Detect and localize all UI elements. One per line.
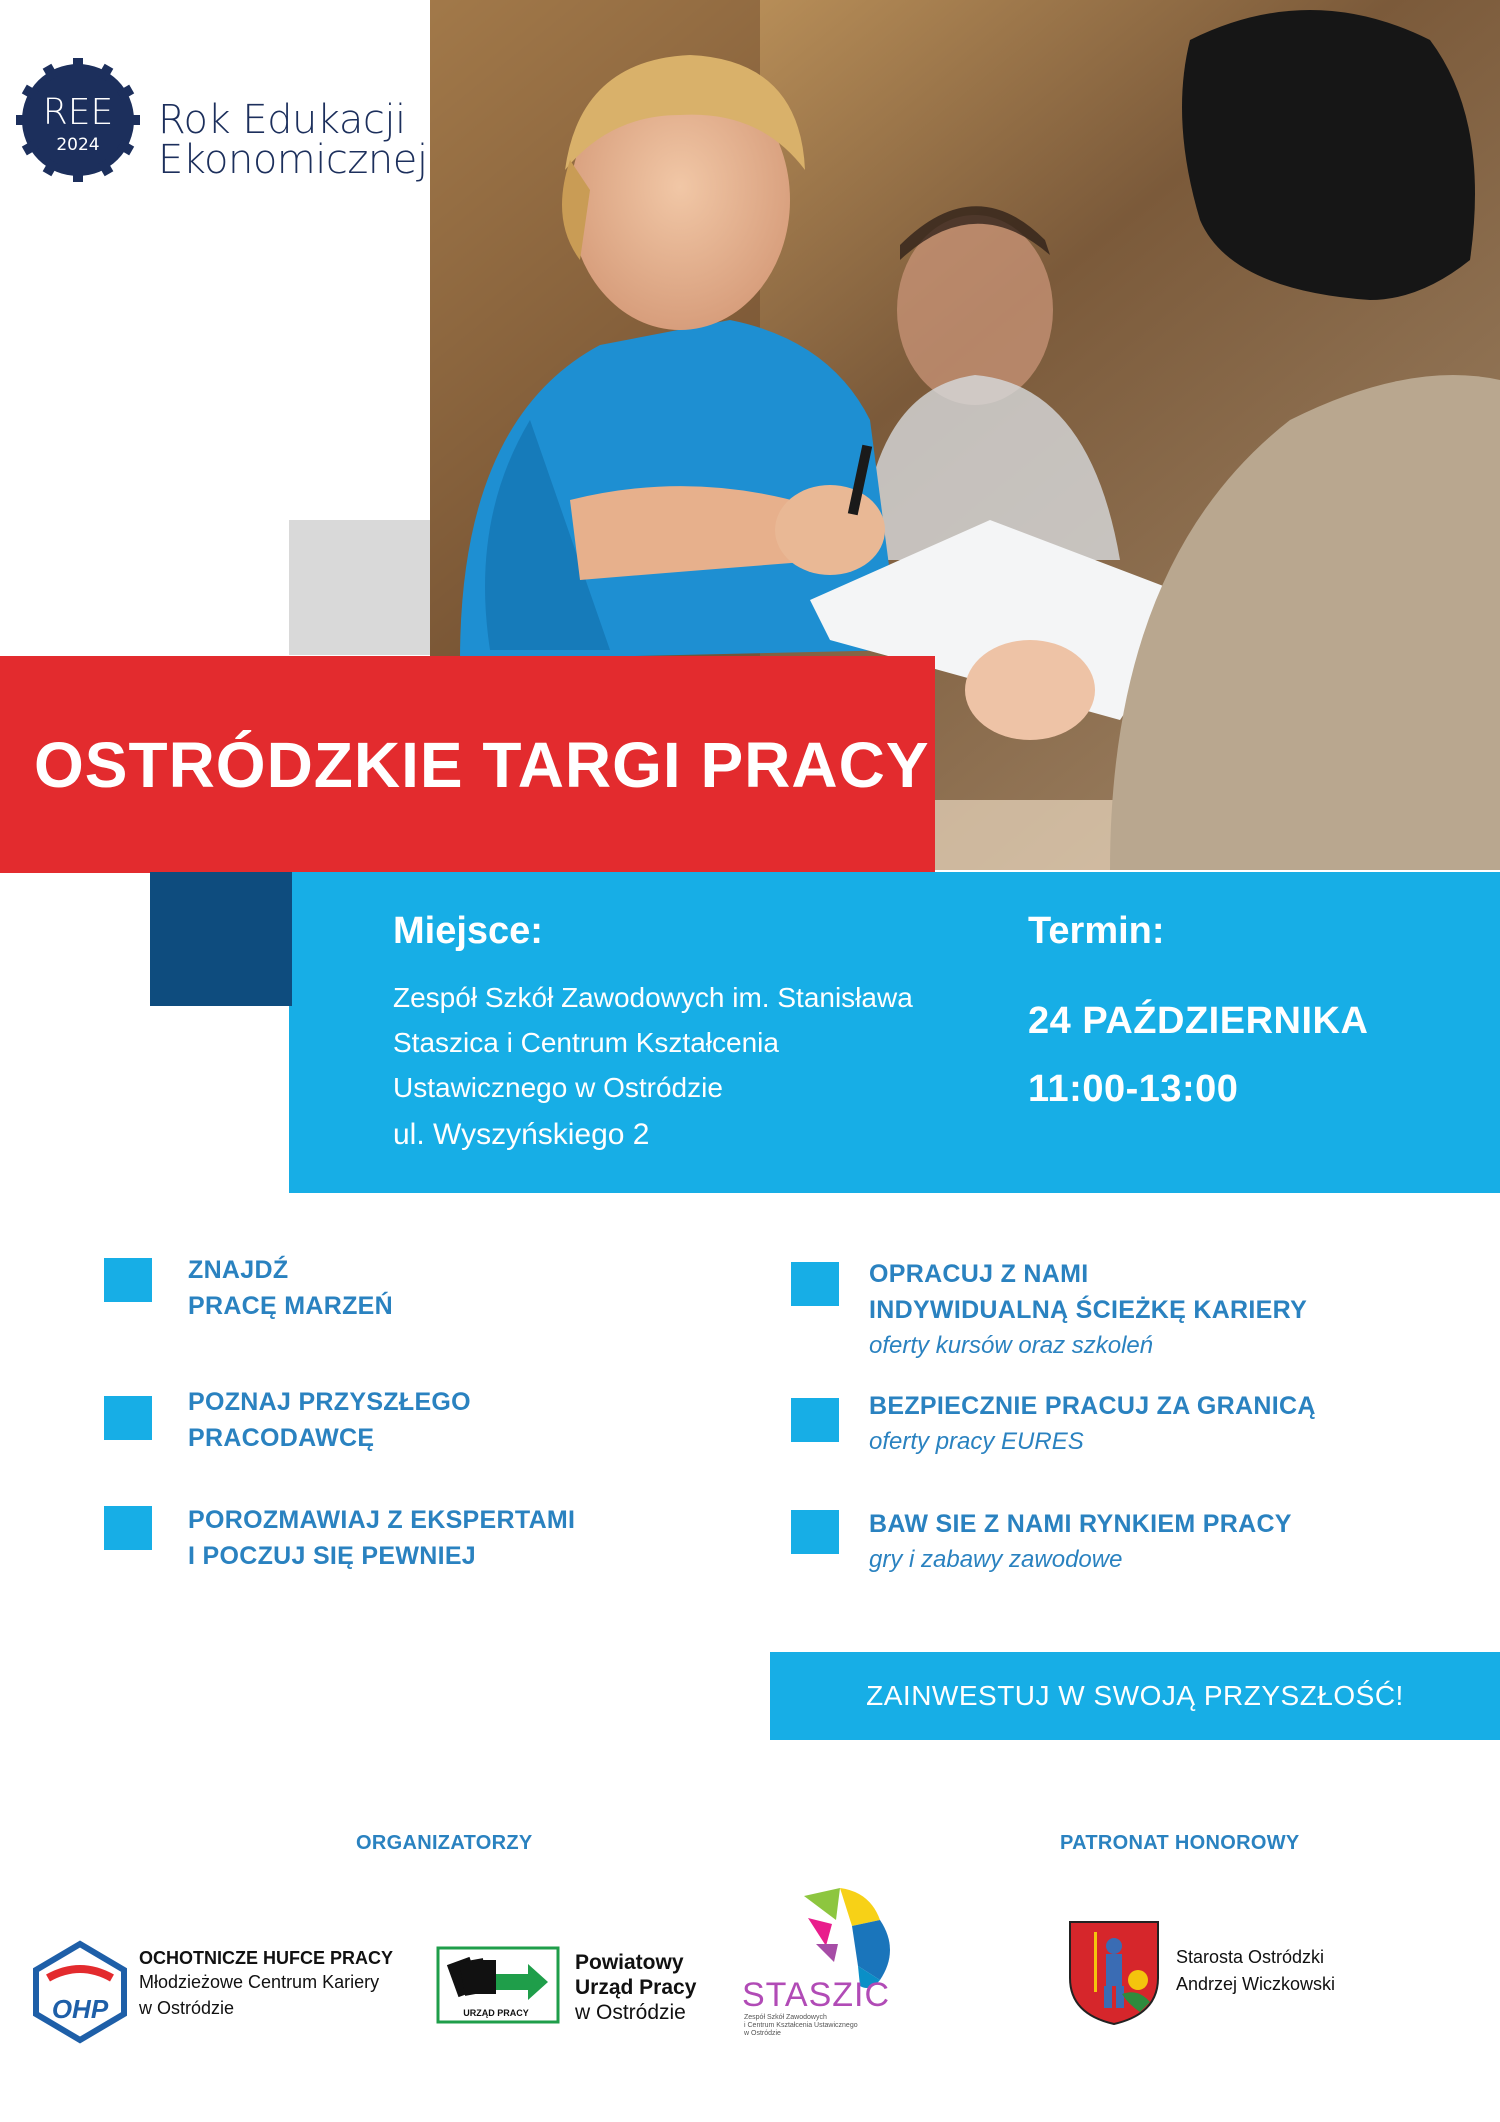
ree-badge-text: REE — [42, 92, 114, 133]
ohp-text — [139, 1948, 393, 2021]
place-address — [393, 975, 913, 1157]
staszic-sub-line: w Ostródzie — [744, 2030, 781, 2037]
feature-item — [188, 1384, 471, 1456]
coat-of-arms-icon — [1066, 1918, 1162, 2028]
place-line: Staszica i Centrum Kształcenia — [393, 1027, 779, 1058]
pup-line: Powiatowy — [575, 1951, 684, 1974]
organizers-heading: ORGANIZATORZY — [356, 1832, 533, 1854]
patron-text — [1176, 1944, 1335, 1998]
pup-text — [575, 1950, 696, 2025]
pup-badge-text: URZĄD PRACY — [463, 2008, 529, 2018]
staszic-sub-line: i Centrum Kształcenia Ustawicznego — [744, 2022, 858, 2029]
place-street: ul. Wyszyńskiego 2 — [393, 1118, 650, 1151]
term-time: 11:00-13:00 — [1028, 1068, 1239, 1110]
feature-item — [869, 1388, 1316, 1460]
feature-title: PRACODAWCĘ — [188, 1424, 375, 1452]
staszic-name: STASZIC — [742, 1976, 891, 2014]
ohp-name: OCHOTNICZE HUFCE PRACY — [139, 1948, 394, 1968]
title-band — [0, 656, 935, 873]
bullet-square — [791, 1398, 839, 1442]
patron-name: Andrzej Wiczkowski — [1176, 1974, 1336, 1994]
bullet-square — [104, 1396, 152, 1440]
staszic-logo — [740, 1880, 910, 2040]
bullet-square — [104, 1506, 152, 1550]
bullet-square — [791, 1262, 839, 1306]
page-title: OSTRÓDZKIE TARGI PRACY — [34, 728, 930, 801]
bullet-square — [791, 1510, 839, 1554]
ree-badge-year: 2024 — [56, 135, 100, 155]
term-label: Termin: — [1028, 910, 1165, 952]
ree-logo-line1: Rok Edukacji — [158, 97, 406, 143]
patron-heading: PATRONAT HONOROWY — [1060, 1832, 1300, 1854]
ohp-logo — [28, 1940, 132, 2044]
pup-line: Urząd Pracy — [575, 1976, 697, 1999]
ree-2024-logo — [14, 56, 142, 184]
feature-title: BEZPIECZNIE PRACUJ ZA GRANICĄ — [869, 1392, 1316, 1420]
staszic-sub-line: Zespół Szkół Zawodowych — [744, 2014, 827, 2021]
feature-item — [188, 1502, 575, 1574]
decor-gray-square — [289, 520, 430, 655]
feature-title: ZNAJDŹ — [188, 1256, 289, 1284]
feature-title: PRACĘ MARZEŃ — [188, 1292, 393, 1320]
bullet-square — [104, 1258, 152, 1302]
cta-banner: ZAINWESTUJ W SWOJĄ PRZYSZŁOŚĆ! — [770, 1652, 1500, 1740]
feature-item — [869, 1506, 1292, 1578]
decor-navy-square — [150, 872, 292, 1006]
place-line: Ustawicznego w Ostródzie — [393, 1072, 723, 1103]
ohp-unit: Młodzieżowe Centrum Kariery — [139, 1972, 380, 1992]
pup-logo — [436, 1946, 560, 2024]
pup-line: w Ostródzie — [575, 2001, 686, 2024]
place-label: Miejsce: — [393, 910, 543, 952]
staszic-subtext — [744, 2014, 858, 2038]
feature-title: POZNAJ PRZYSZŁEGO — [188, 1388, 471, 1416]
feature-title: INDYWIDUALNĄ ŚCIEŻKĘ KARIERY — [869, 1296, 1308, 1324]
feature-title: I POCZUJ SIĘ PEWNIEJ — [188, 1542, 477, 1570]
feature-title: BAW SIE Z NAMI RYNKIEM PRACY — [869, 1510, 1292, 1538]
feature-title: OPRACUJ Z NAMI — [869, 1260, 1089, 1288]
ohp-badge-text: OHP — [51, 1994, 109, 2024]
feature-title: POROZMAWIAJ Z EKSPERTAMI — [188, 1506, 576, 1534]
ree-logo-line2: Ekonomicznej — [158, 137, 428, 183]
term-date: 24 PAŹDZIERNIKA — [1028, 1000, 1369, 1042]
ohp-city: w Ostródzie — [139, 1998, 235, 2018]
feature-subtitle: oferty pracy EURES — [869, 1428, 1084, 1455]
feature-item — [869, 1256, 1307, 1364]
place-line: Zespół Szkół Zawodowych im. Stanisława — [393, 982, 913, 1013]
feature-subtitle: gry i zabawy zawodowe — [869, 1546, 1123, 1573]
feature-subtitle: oferty kursów oraz szkoleń — [869, 1332, 1154, 1359]
patron-title: Starosta Ostródzki — [1176, 1947, 1325, 1967]
feature-item — [188, 1252, 393, 1324]
